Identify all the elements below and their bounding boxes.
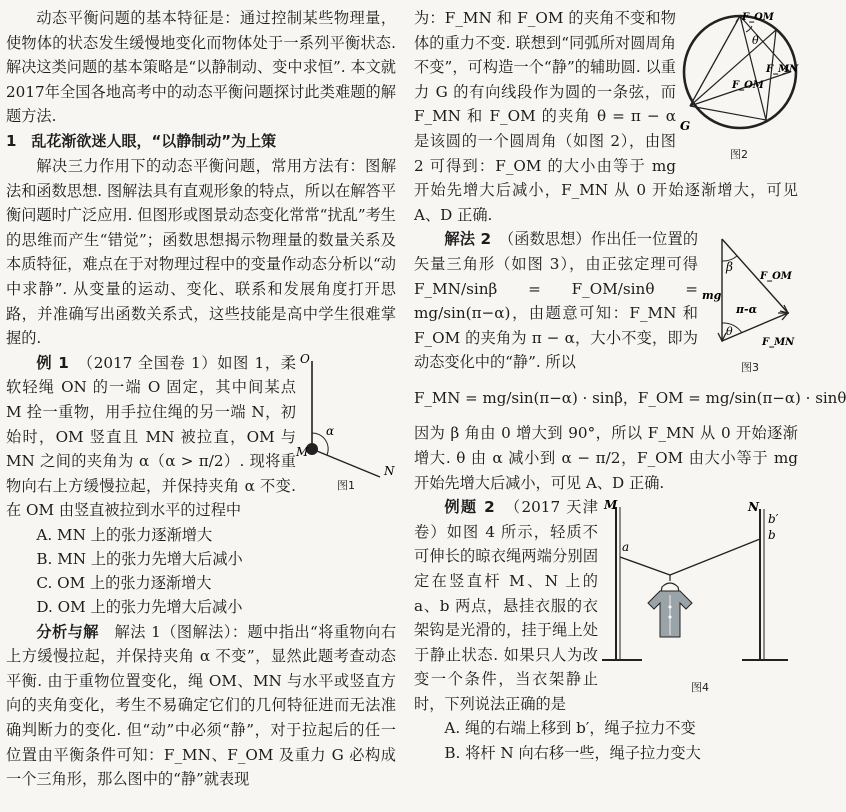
analysis-text: 解法 1（图解法）：题中指出“将重物向右上方缓慢拉起，并保持夹角 α 不变”，显然此题考查动态平衡. 由于重物位置变化，绳 OM、MN 与水平或竖直方向的夹角变化，考生不易确定它们的几何特征进而无法准确判断力的变化. 但“动”中必须“静”，对于拉起后的任一位置由平衡条件可知：F_MN、F_OM 及重力 G 必构成一个三角形，那么图中的“静”就表现	[6, 622, 397, 789]
figure2-caption: 图2	[730, 148, 748, 161]
figure4-label-b-prime: b′	[768, 512, 779, 527]
option-c: C. OM 上的张力逐渐增大	[36, 574, 212, 593]
right-para1: 为：F_MN 和 F_OM 的夹角不变和物体的重力不变. 联想到“同弧所对圆周角不变”，可构造一个“静”的辅助圆. 以重力 G 的有向线段作为圆的一条弦，而 F_MN 和 F_OM 的夹角 θ = π − α 是该圆的一个圆周角（如图 2），由图 2 可得到：F_OM 的大小由等于 mg 开始先增大后减小，F_MN 从 0 开始逐渐增大，可见 A、D 正确.	[414, 9, 798, 224]
example2-option-b: B. 将杆 N 向右移一些，绳子拉力变大	[444, 743, 701, 762]
equation-line: F_MN = mg/sin(π−α) · sinβ，F_OM = mg/sin(π−α) · sinθ	[414, 389, 846, 408]
method2-label: 解法 2	[444, 230, 492, 249]
intro-paragraph: 动态平衡问题的基本特征是：通过控制某些物理量，使物体的状态发生缓慢地变化而物体处于一系列平衡状态. 解决这类问题的基本策略是“以静制动、变中求恒”. 本文就2017年全国各地高考中的动态平衡问题探讨此类难题的解题方法.	[6, 9, 396, 126]
figure4-label-m: M	[604, 498, 618, 513]
figure3-label-beta: β	[726, 260, 733, 275]
figure4-diagram	[602, 499, 798, 679]
example1-label: 例 1	[36, 353, 69, 372]
right-column	[414, 6, 846, 765]
example2-label: 例题 2	[444, 498, 495, 517]
figure1-caption: 图1	[337, 478, 355, 492]
analysis-label: 分析与解	[36, 622, 99, 641]
figure2-label-theta: θ	[752, 34, 759, 47]
figure2-label-g: G	[680, 119, 691, 133]
figure1	[296, 351, 396, 491]
section-heading: 1 乱花渐欲迷人眼，“以静制动”为上策	[6, 131, 277, 150]
analysis	[6, 620, 396, 792]
method2-text: （函数思想）作出任一位置的矢量三角形（如图 3），由正弦定理可得 F_MN/sinβ = F_OM/sinθ = mg/sin(π−α)，由题意可知：F_MN 和 F_OM 的夹角为 π − α，大小不变，即为动态变化中的“静”. 所以	[414, 230, 699, 372]
figure4	[602, 499, 798, 697]
figure3-label-mg: mg	[702, 289, 722, 303]
after-equation: 因为 β 角由 0 增大到 90°，所以 F_MN 从 0 开始逐渐增大. θ 由 α 减小到 α − π/2，F_OM 由大小等于 mg 开始先增大后减小，可见 A、D 正确.	[414, 424, 798, 492]
figure1-label-n: N	[384, 463, 395, 478]
option-b: B. MN 上的张力先增大后减小	[36, 550, 243, 569]
figure2-label-fmn: F_MN	[766, 64, 799, 75]
figure3-caption: 图3	[741, 361, 759, 375]
figure3-label-fom: F_OM	[760, 271, 792, 283]
figure1-diagram	[296, 351, 396, 477]
option-a: A. MN 上的张力逐渐增大	[36, 525, 213, 544]
figure2-label-fom-mid: F_OM	[732, 80, 764, 91]
figure1-label-o: O	[300, 351, 310, 366]
figure4-label-b: b	[768, 528, 776, 543]
figure2	[680, 6, 798, 162]
figure1-label-alpha: α	[326, 423, 335, 438]
figure3-diagram	[702, 233, 798, 359]
figure3-label-fmn: F_MN	[762, 337, 795, 349]
example1-text: （2017 全国卷 1）如图 1，柔软轻绳 ON 的一端 O 固定，其中间某点 M 拴一重物，用手拉住绳的另一端 N，初始时，OM 竖直且 MN 被拉直，OM 与 MN 之间的夹角为 α（α > π/2）. 现将重物向右上方缓慢拉起，并保持夹角 α 不变. 在 OM 由竖直被拉到水平的过程中	[6, 353, 296, 520]
figure4-caption: 图4	[691, 681, 709, 695]
figure2-label-fom-top: F_OM	[742, 12, 774, 23]
figure4-label-n: N	[748, 500, 759, 515]
section-body: 解决三力作用下的动态平衡问题，常用方法有：图解法和函数思想. 图解法具有直观形象的特点，所以在解答平衡问题时广泛应用. 但图形或图景动态变化常常“扰乱”考生的思维而产生“错觉”；函数思想揭示物理量的数量关系及本质特征，难点在于对物理过程中的变量作动态分析以“动中求静”. 从变量的运动、变化、联系和发展角度打开思路，并准确写出函数关系式，这些技能是高中学生很难掌握的.	[6, 156, 396, 348]
figure3	[702, 233, 798, 375]
figure2-diagram	[680, 6, 798, 146]
example1-options	[6, 523, 396, 620]
figure4-label-a: a	[622, 540, 630, 555]
figure3-label-theta: θ	[726, 325, 733, 339]
option-d: D. OM 上的张力先增大后减小	[36, 598, 243, 617]
figure3-label-pi-alpha: π-α	[736, 303, 758, 317]
example2-option-a: A. 绳的右端上移到 b′，绳子拉力不变	[444, 719, 696, 738]
figure1-label-m: M	[296, 444, 309, 459]
left-column	[6, 6, 396, 792]
example2-text: （2017 天津卷）如图 4 所示，轻质不可伸长的晾衣绳两端分别固定在竖直杆 M、N 上的 a、b 两点，悬挂衣服的衣架钩是光滑的，挂于绳上处于静止状态. 如果只人为改变一个条件，当衣架静止时，下列说法正确的是	[414, 498, 598, 713]
